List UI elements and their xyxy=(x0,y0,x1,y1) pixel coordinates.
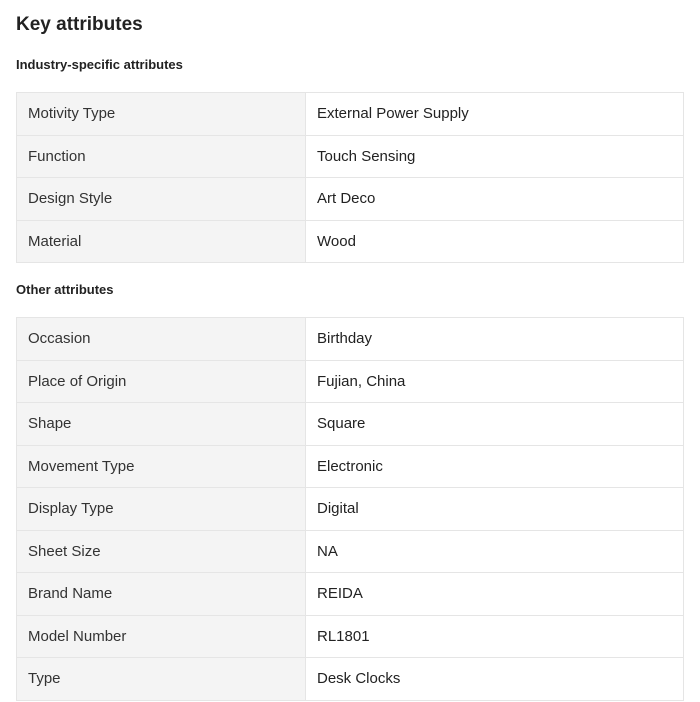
attribute-value: Fujian, China xyxy=(306,360,684,403)
attribute-name: Type xyxy=(17,658,306,701)
attribute-name: Function xyxy=(17,135,306,178)
other-attributes-table xyxy=(16,317,684,701)
attribute-name: Design Style xyxy=(17,178,306,221)
table-row xyxy=(17,615,684,658)
attribute-name: Motivity Type xyxy=(17,93,306,136)
other-attributes-heading: Other attributes xyxy=(16,282,114,297)
attribute-value: Desk Clocks xyxy=(306,658,684,701)
table-row xyxy=(17,318,684,361)
page-title: Key attributes xyxy=(16,14,143,35)
attribute-value: Electronic xyxy=(306,445,684,488)
attribute-value: REIDA xyxy=(306,573,684,616)
table-row xyxy=(17,403,684,446)
attribute-value: Art Deco xyxy=(306,178,684,221)
attribute-name: Movement Type xyxy=(17,445,306,488)
attribute-value: Digital xyxy=(306,488,684,531)
attribute-name: Sheet Size xyxy=(17,530,306,573)
table-row xyxy=(17,445,684,488)
industry-attributes-table xyxy=(16,92,684,263)
table-row xyxy=(17,573,684,616)
table-row xyxy=(17,658,684,701)
table-row xyxy=(17,220,684,263)
table-row xyxy=(17,360,684,403)
attribute-value: NA xyxy=(306,530,684,573)
table-row xyxy=(17,530,684,573)
attribute-value: External Power Supply xyxy=(306,93,684,136)
attribute-value: RL1801 xyxy=(306,615,684,658)
attribute-value: Touch Sensing xyxy=(306,135,684,178)
attribute-value: Wood xyxy=(306,220,684,263)
attribute-name: Display Type xyxy=(17,488,306,531)
industry-attributes-heading: Industry-specific attributes xyxy=(16,57,183,72)
attribute-name: Occasion xyxy=(17,318,306,361)
table-row xyxy=(17,178,684,221)
attribute-name: Model Number xyxy=(17,615,306,658)
attribute-name: Material xyxy=(17,220,306,263)
attribute-name: Shape xyxy=(17,403,306,446)
table-row xyxy=(17,135,684,178)
attribute-name: Brand Name xyxy=(17,573,306,616)
attribute-name: Place of Origin xyxy=(17,360,306,403)
table-row xyxy=(17,488,684,531)
attribute-value: Square xyxy=(306,403,684,446)
table-row xyxy=(17,93,684,136)
attribute-value: Birthday xyxy=(306,318,684,361)
